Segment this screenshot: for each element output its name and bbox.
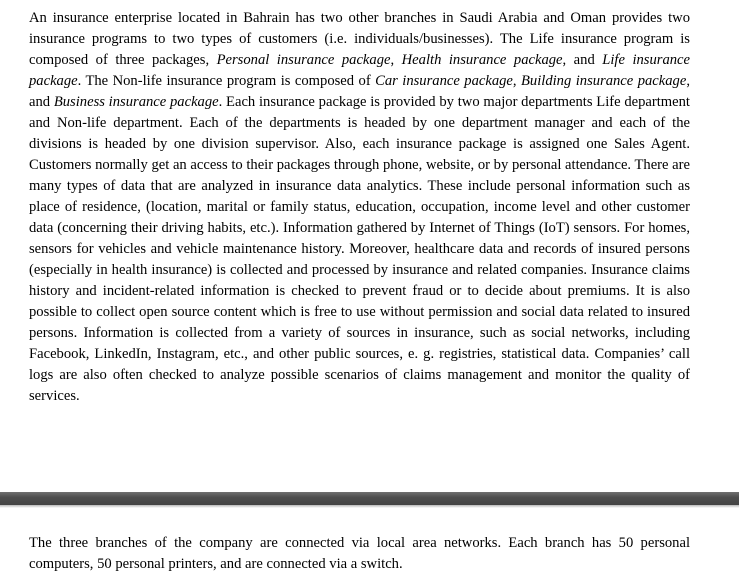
business-package-name: Business insurance package bbox=[53, 94, 219, 110]
life-package-name: Life insurance package bbox=[29, 52, 691, 89]
text-segment: , bbox=[390, 52, 402, 68]
paragraph-company-description bbox=[29, 8, 690, 407]
text-segment: . The Non-life insurance program is composed of bbox=[77, 73, 376, 89]
car-package-name: Car insurance package bbox=[375, 73, 513, 89]
text-segment: . Each insurance package is provided by two major departments Life department and Non-life department. Each of the departments is headed by one department manager and each of the divisions is headed by one division supervisor. Also, each insurance package is assigned one Sales Agent. Customers normally get an access to their packages through phone, website, or by personal attendance. There are many types of data that are analyzed in insurance data analytics. These include personal information such as place of residence, (location, marital or family status, education, occupation, income level and other customer data (concerning their driving habits, etc.). Information gathered by Internet of Things (IoT) sensors. For homes, sensors for vehicles and vehicle maintenance history. Moreover, healthcare data and records of insured persons (especially in health insurance) is collected and processed by insurance and related companies. Insurance claims history and incident-related information is checked to prevent fraud or to decide about premiums. It is also possible to collect open source content which is free to use without permission and social data related to insured persons. Information is collected from a variety of sources in insurance, such as social networks, including Facebook, LinkedIn, Instagram, etc., and other public sources, e. g. registries, statistical data. Companies’ call logs are also often checked to analyze possible scenarios of claims management and monitor the quality of services. bbox=[29, 94, 690, 404]
personal-package-name: Personal insurance package bbox=[216, 52, 391, 68]
text-segment: , bbox=[512, 73, 521, 89]
health-package-name: Health insurance package bbox=[401, 52, 563, 68]
page-break-divider bbox=[0, 492, 739, 505]
text-segment: , and bbox=[29, 73, 690, 110]
building-package-name: Building insurance package bbox=[521, 73, 687, 89]
paragraph-network-description: The three branches of the company are connected via local area networks. Each branch has 50 personal computers, 50 personal printers, and are connected via a switch. bbox=[29, 535, 690, 572]
text-segment: , and bbox=[562, 52, 603, 68]
text-segment: An insurance enterprise located in Bahrain has two other branches in Saudi Arabia and Oman provides two insurance programs to two types of customers (i.e. individuals/businesses). The Life insurance program is composed of three packages, bbox=[29, 10, 690, 68]
page-break-shadow bbox=[0, 505, 739, 508]
